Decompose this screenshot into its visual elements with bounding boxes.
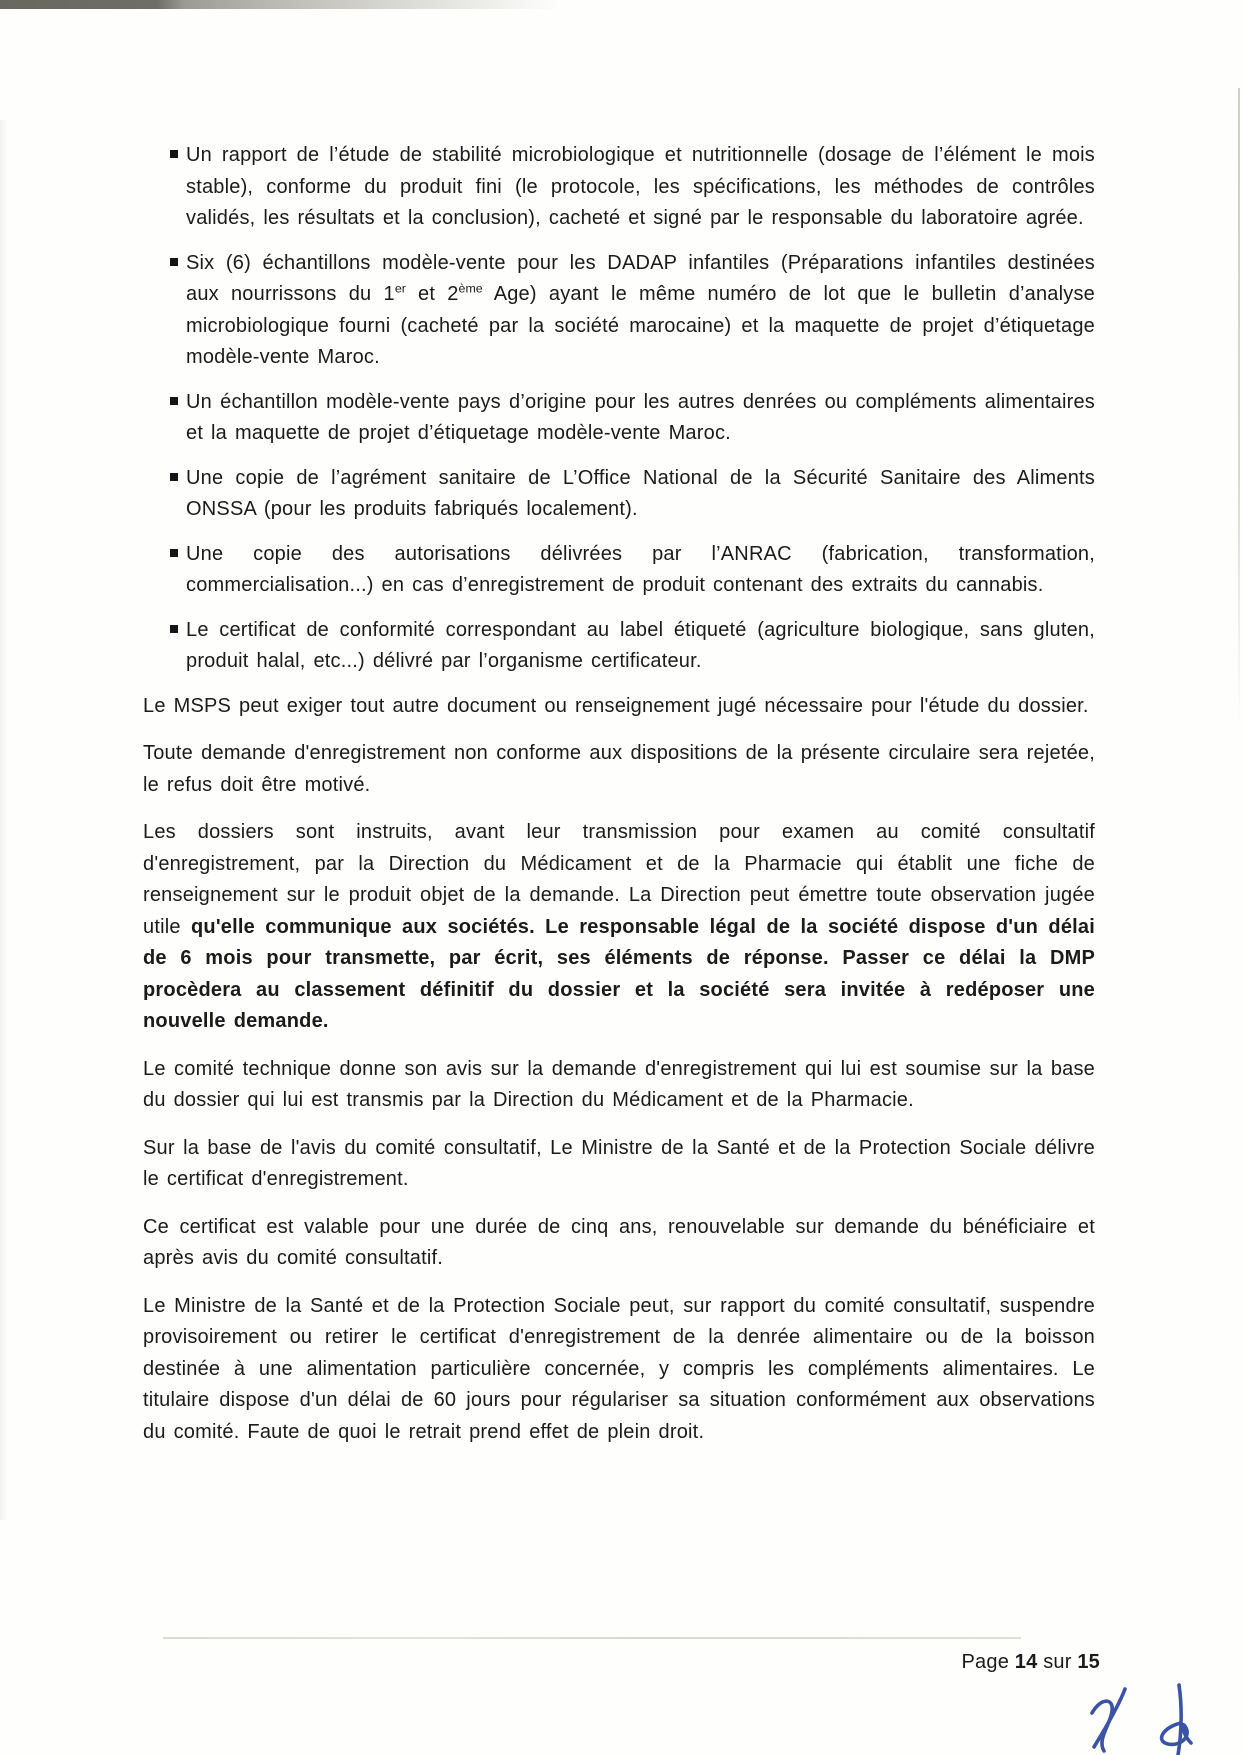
paragraph [143, 1133, 1095, 1196]
bullet-text [186, 140, 1095, 235]
bullet-text [186, 615, 1095, 678]
paragraph [143, 1054, 1095, 1117]
bullet-marker-icon [170, 549, 178, 557]
paragraph [143, 691, 1095, 723]
text-run: Une copie de l’agrément sanitaire de L’Office National de la Sécurité Sanitaire des Aliments ONSSA (pour les produits fabriqués localement). [186, 466, 1095, 520]
bullet-marker-icon [170, 397, 178, 405]
paragraph [143, 738, 1095, 801]
text-run: Les dossiers sont instruits, avant leur transmission pour examen au comité consultatif d'enregistrement, par la Direction du Médicament et de la Pharmacie qui établit une fiche de renseignement sur le produit objet de la demande. La Direction peut émettre toute observation jugée utile [143, 821, 1095, 938]
bold-text-run: 15 [1077, 1651, 1100, 1673]
text-run: Ce certificat est valable pour une durée de cinq ans, renouvelable sur demande du bénéficiaire et après avis du comité consultatif. [143, 1215, 1095, 1269]
bullet-text [186, 387, 1095, 450]
text-run: Page [961, 1651, 1015, 1673]
bold-text-run: qu'elle communique aux sociétés. Le responsable légal de la société dispose d'un délai de 6 mois pour transmette, par écrit, ses éléments de réponse. Passer ce délai la DMP procèdera au classement définitif du dossier et la société sera invitée à redéposer une nouvelle demande. [143, 915, 1095, 1032]
text-run: Une copie des autorisations délivrées par l’ANRAC (fabrication, transformation, commercialisation...) en cas d’enregistrement de produit contenant des extraits du cannabis. [186, 542, 1095, 596]
bullet-marker-icon [170, 150, 178, 158]
bullet-marker-icon [170, 473, 178, 481]
bullet-item [143, 463, 1095, 526]
text-run: Six (6) échantillons modèle-vente pour les DADAP infantiles (Préparations infantiles destinées aux nourrissons du 1 [186, 251, 1095, 305]
text-run: Le MSPS peut exiger tout autre document ou renseignement jugé nécessaire pour l'étude du dossier. [143, 694, 1089, 717]
scan-artifact-right-edge [1238, 88, 1240, 728]
paragraph [143, 817, 1095, 1038]
paragraph [143, 1212, 1095, 1275]
bullet-list [143, 140, 1095, 678]
text-run: Un échantillon modèle-vente pays d’origine pour les autres denrées ou compléments alimentaires et la maquette de projet d’étiquetage modèle-vente Maroc. [186, 390, 1095, 444]
bullet-item [143, 615, 1095, 678]
text-run: Age) ayant le même numéro de lot que le bulletin d’analyse microbiologique fourni (cacheté par la société marocaine) et la maquette de projet d’étiquetage modèle-vente Maroc. [186, 283, 1095, 368]
superscript-run: er [394, 281, 406, 296]
paragraph-list [143, 691, 1095, 1449]
paragraph [143, 1291, 1095, 1449]
scan-artifact-top-bar [0, 0, 560, 9]
document-body [143, 140, 1095, 1464]
text-run: Un rapport de l’étude de stabilité microbiologique et nutritionnelle (dosage de l’élément le mois stable), conforme du produit fini (le protocole, les spécifications, les méthodes de contrôles validés, les résultats et la conclusion), cacheté et signé par le responsable du laboratoire agrée. [186, 144, 1095, 229]
bullet-text [186, 248, 1095, 374]
text-run: Le Ministre de la Santé et de la Protection Sociale peut, sur rapport du comité consultatif, suspendre provisoirement ou retirer le certificat d'enregistrement de la denrée alimentaire ou de la boisson destinée à une alimentation particulière concernée, y compris les compléments alimentaires. Le titulaire dispose d'un délai de 60 jours pour régulariser sa situation conformément aux observations du comité. Faute de quoi le retrait prend effet de plein droit. [143, 1294, 1095, 1443]
bullet-text [186, 463, 1095, 526]
bullet-item [143, 387, 1095, 450]
text-run: Le certificat de conformité correspondant au label étiqueté (agriculture biologique, sans gluten, produit halal, etc...) délivré par l’organisme certificateur. [186, 618, 1095, 672]
footer-divider [163, 1637, 1021, 1639]
text-run: Le comité technique donne son avis sur la demande d'enregistrement qui lui est soumise sur la base du dossier qui lui est transmis par la Direction du Médicament et de la Pharmacie. [143, 1057, 1095, 1111]
bullet-marker-icon [170, 258, 178, 266]
page-number [143, 1651, 1100, 1674]
bullet-item [143, 539, 1095, 602]
bullet-item [143, 248, 1095, 374]
bullet-text [186, 539, 1095, 602]
text-run: Sur la base de l'avis du comité consultatif, Le Ministre de la Santé et de la Protection Sociale délivre le certificat d'enregistrement. [143, 1136, 1095, 1190]
text-run: sur [1037, 1651, 1078, 1673]
signature-icon [1087, 1683, 1222, 1755]
text-run: Toute demande d'enregistrement non conforme aux dispositions de la présente circulaire sera rejetée, le refus doit être motivé. [143, 742, 1095, 796]
bullet-item [143, 140, 1095, 235]
superscript-run: ème [458, 281, 483, 296]
bold-text-run: 14 [1014, 1651, 1038, 1673]
scan-artifact-left-edge [0, 120, 8, 1520]
bullet-marker-icon [170, 625, 178, 633]
text-run: et 2 [405, 283, 459, 305]
